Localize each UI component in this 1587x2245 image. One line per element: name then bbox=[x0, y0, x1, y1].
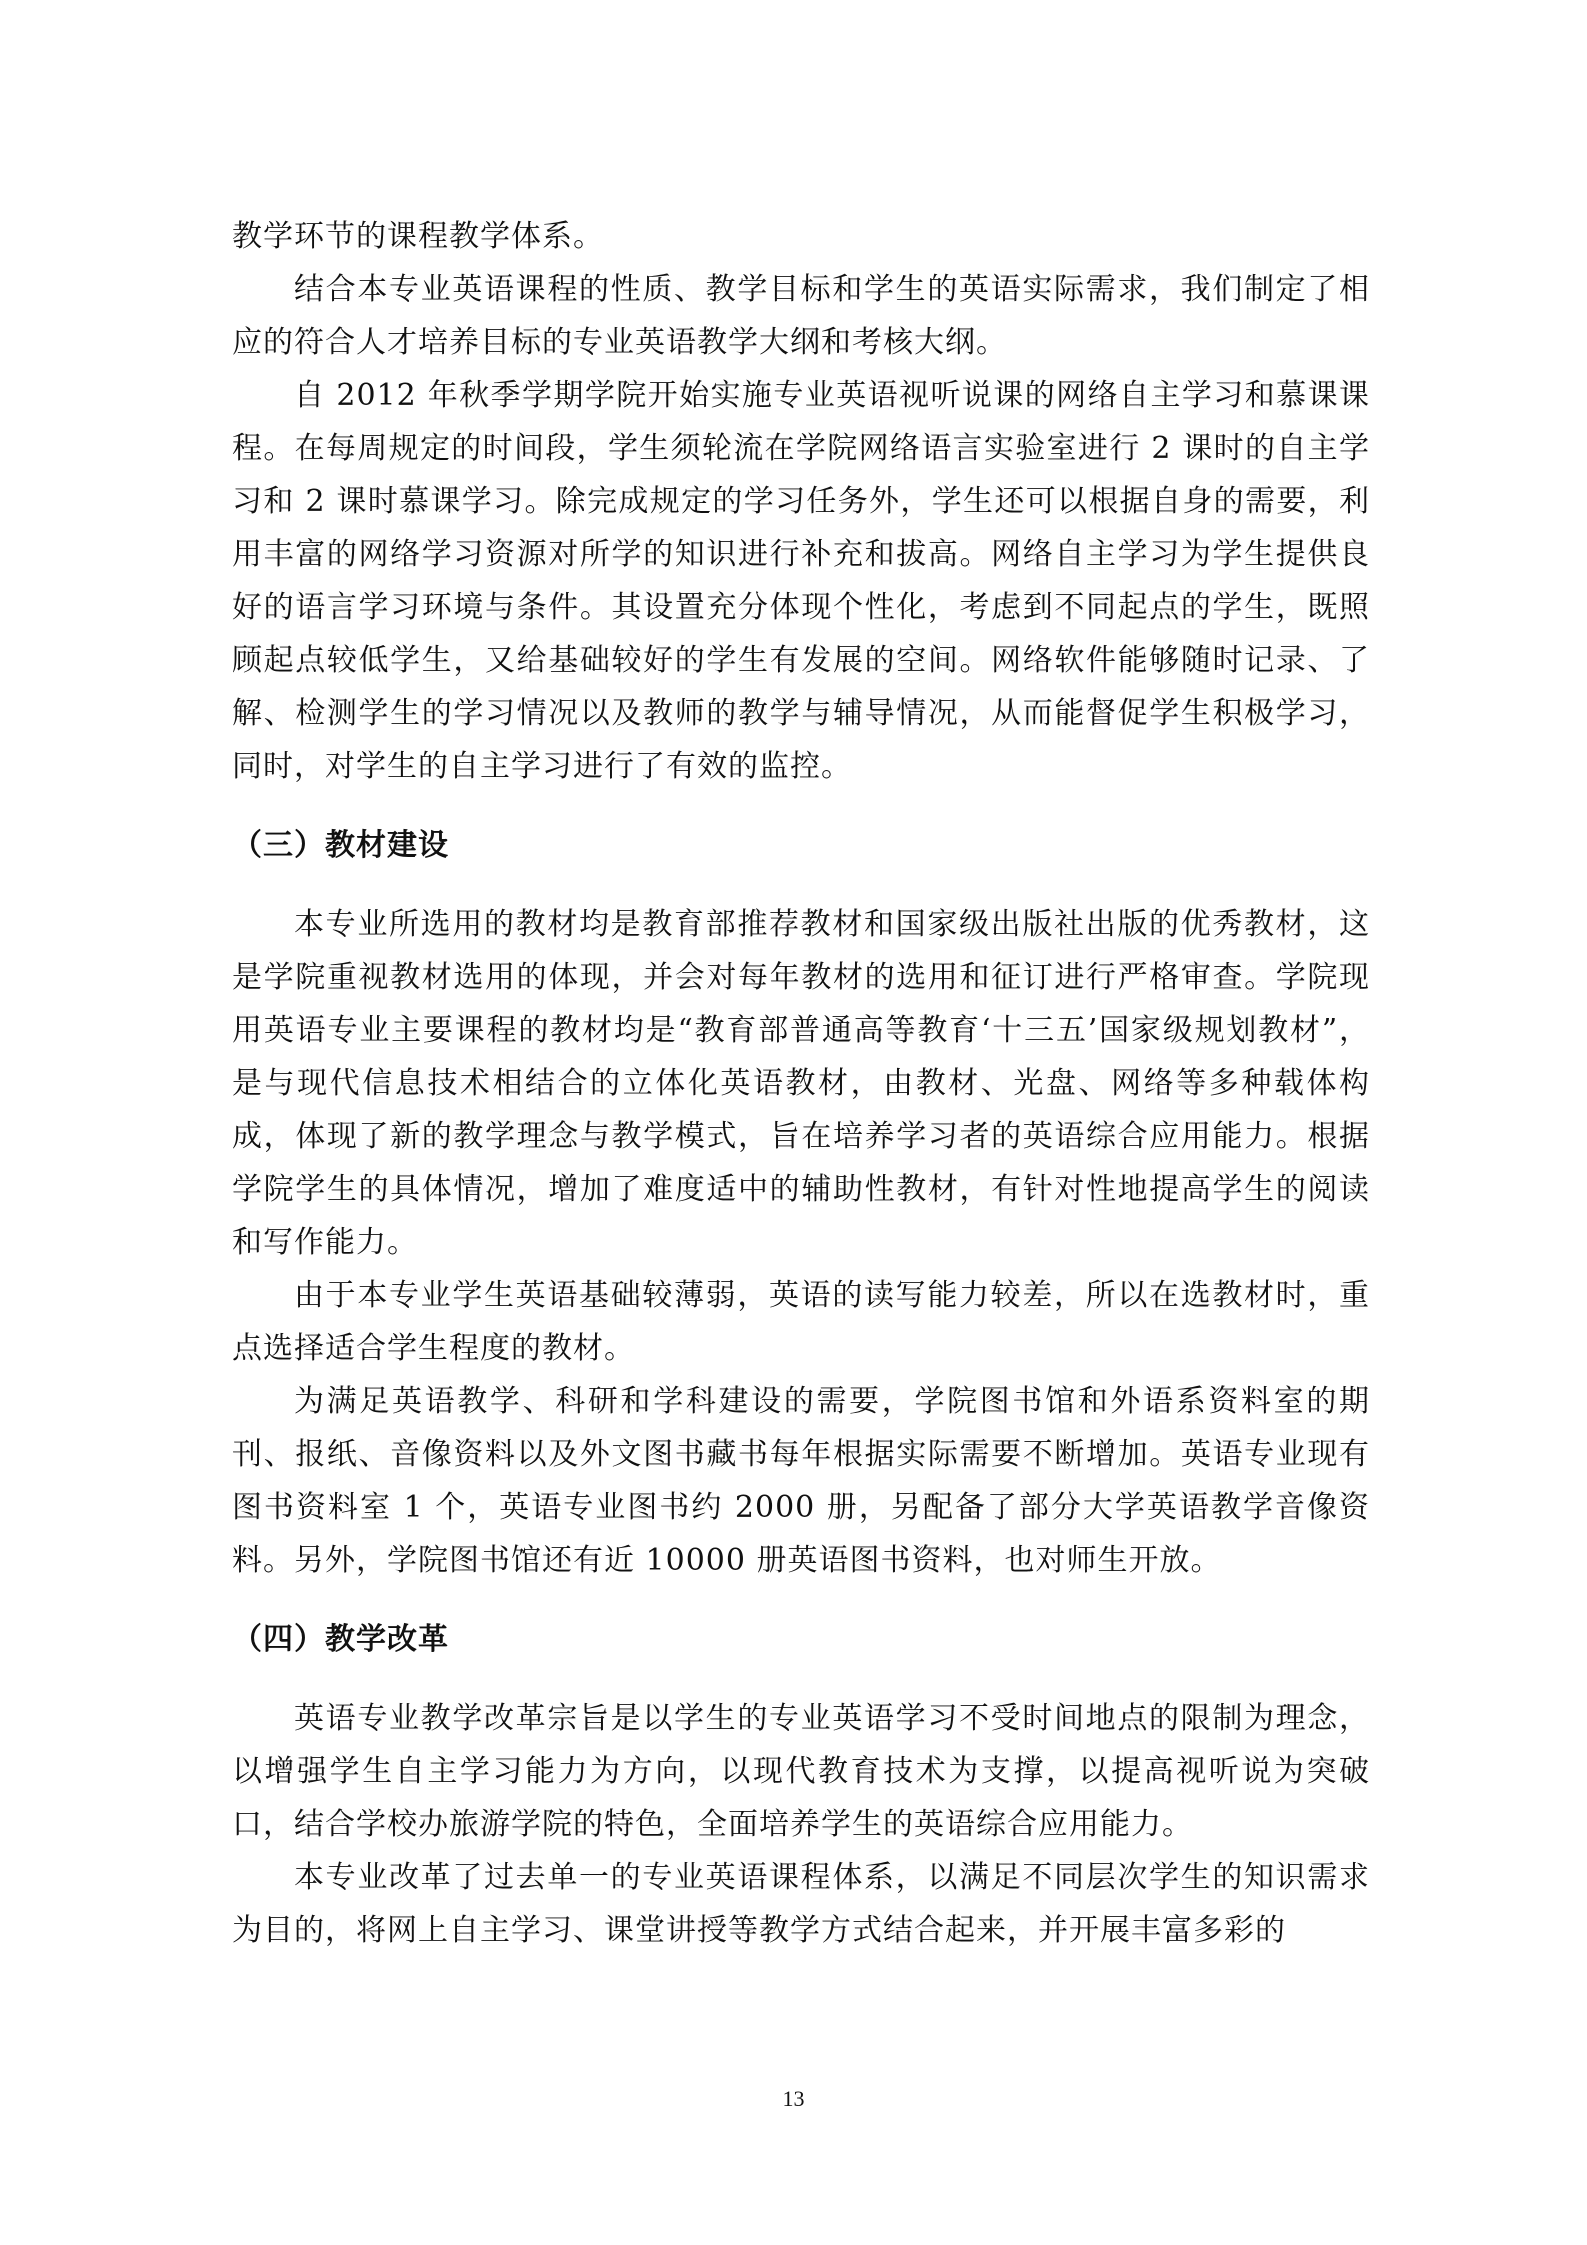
paragraph-textbook-selection: 本专业所选用的教材均是教育部推荐教材和国家级出版社出版的优秀教材，这是学院重视教材选用的体现，并会对每年教材的选用和征订进行严格审查。学院现用英语专业主要课程的教材均是“教育部普通高等教育‘十三五’国家级规划教材”，是与现代信息技术相结合的立体化英语教材，由教材、光盘、网络等多种载体构成，体现了新的教学理念与教学模式，旨在培养学习者的英语综合应用能力。根据学院学生的具体情况，增加了难度适中的辅助性教材，有针对性地提高学生的阅读和写作能力。 bbox=[232, 907, 1370, 1260]
paragraph-library-resources: 为满足英语教学、科研和学科建设的需要，学院图书馆和外语系资料室的期刊、报纸、音像资料以及外文图书藏书每年根据实际需要不断增加。英语专业现有图书资料室 1 个，英语专业图书约 2000 册，另配备了部分大学英语教学音像资料。另外，学院图书馆还有近 10000 册英语图书资料，也对师生开放。 bbox=[232, 1384, 1370, 1578]
paragraph-continuation: 教学环节的课程教学体系。 bbox=[232, 219, 604, 254]
section-heading-textbooks: （三）教材建设 bbox=[232, 828, 449, 863]
paragraph-reform-curriculum: 本专业改革了过去单一的专业英语课程体系，以满足不同层次学生的知识需求为目的，将网上自主学习、课堂讲授等教学方式结合起来，并开展丰富多彩的 bbox=[232, 1860, 1370, 1948]
paragraph-textbook-level: 由于本专业学生英语基础较薄弱，英语的读写能力较差，所以在选教材时，重点选择适合学生程度的教材。 bbox=[232, 1278, 1370, 1366]
page-number: 13 bbox=[782, 2086, 805, 2111]
section-heading-reform: （四）教学改革 bbox=[232, 1622, 449, 1657]
paragraph-syllabus: 结合本专业英语课程的性质、教学目标和学生的英语实际需求，我们制定了相应的符合人才培养目标的专业英语教学大纲和考核大纲。 bbox=[232, 272, 1370, 360]
document-body bbox=[232, 210, 1370, 1957]
paragraph-reform-purpose: 英语专业教学改革宗旨是以学生的专业英语学习不受时间地点的限制为理念，以增强学生自主学习能力为方向，以现代教育技术为支撑，以提高视听说为突破口，结合学校办旅游学院的特色，全面培养学生的英语综合应用能力。 bbox=[232, 1701, 1370, 1842]
paragraph-online-learning: 自 2012 年秋季学期学院开始实施专业英语视听说课的网络自主学习和慕课课程。在每周规定的时间段，学生须轮流在学院网络语言实验室进行 2 课时的自主学习和 2 课时慕课学习。除完成规定的学习任务外，学生还可以根据自身的需要，利用丰富的网络学习资源对所学的知识进行补充和拔高。网络自主学习为学生提供良好的语言学习环境与条件。其设置充分体现个性化，考虑到不同起点的学生，既照顾起点较低学生，又给基础较好的学生有发展的空间。网络软件能够随时记录、了解、检测学生的学习情况以及教师的教学与辅导情况，从而能督促学生积极学习，同时，对学生的自主学习进行了有效的监控。 bbox=[232, 378, 1370, 784]
